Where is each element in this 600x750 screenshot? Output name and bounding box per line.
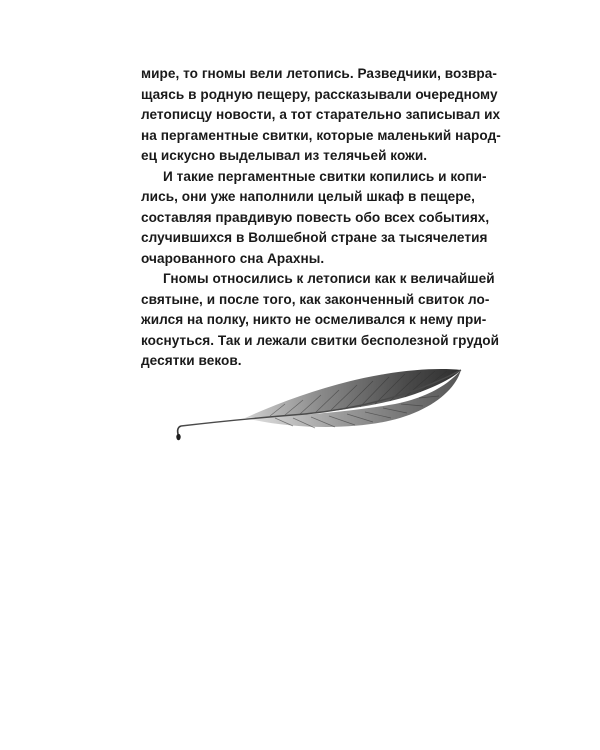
body-text: [141, 64, 501, 372]
paragraph-2: [141, 167, 490, 270]
text-line: жился на полку, никто не осмеливался к нему при-: [141, 312, 487, 327]
text-line: щаясь в родную пещеру, рассказывали очередному: [141, 86, 498, 102]
text-line: случившихся в Волшебной стране за тысячелетия: [141, 230, 488, 245]
quill-feather-icon: [175, 360, 465, 450]
paragraph-3: [141, 269, 500, 372]
text-line: мире, то гномы вели летопись. Разведчики, возвра-: [141, 66, 497, 81]
ink-drop: [176, 434, 180, 440]
text-line: лись, они уже наполнили целый шкаф в пещере,: [141, 189, 475, 204]
feather-nib: [178, 426, 181, 434]
text-line: составляя правдивую повесть обо всех событиях,: [141, 209, 490, 225]
paragraph-1: [141, 64, 501, 167]
text-line: Гномы относились к летописи как к величайшей: [163, 271, 495, 286]
text-line: И такие пергаментные свитки копились и копи-: [163, 168, 487, 184]
text-line: летописцу новости, а тот старательно записывал их: [141, 107, 501, 122]
text-line: на пергаментные свитки, которые маленький народ-: [141, 127, 501, 143]
text-line: коснуться. Так и лежали свитки бесполезной грудой: [141, 332, 500, 348]
text-line: святыне, и после того, как законченный свиток ло-: [141, 291, 490, 307]
text-line: ец искусно выделывал из телячьей кожи.: [141, 148, 428, 163]
text-line: десятки веков.: [141, 353, 242, 368]
text-line: очарованного сна Арахны.: [141, 250, 325, 266]
